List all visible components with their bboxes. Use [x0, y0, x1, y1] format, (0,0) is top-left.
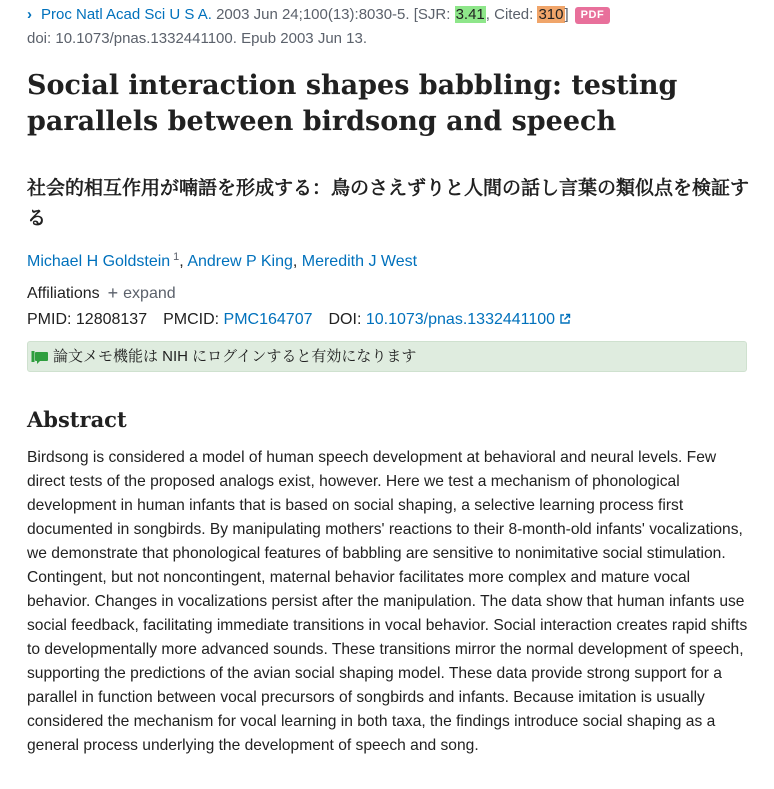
pdf-button[interactable]: PDF: [575, 7, 611, 24]
expand-label[interactable]: expand: [123, 285, 176, 302]
notice-text: 論文メモ機能は NIH にログインすると有効になります: [53, 348, 417, 365]
author-link[interactable]: Michael H Goldstein: [27, 253, 171, 270]
doi-link[interactable]: 10.1073/pnas.1332441100: [365, 311, 556, 328]
identifiers-line: [27, 310, 571, 330]
pmcid-link[interactable]: PMC164707: [223, 311, 313, 328]
journal-link[interactable]: Proc Natl Acad Sci U S A.: [41, 6, 212, 23]
chevron-right-icon[interactable]: ›: [27, 6, 32, 23]
pmid-label: PMID:: [27, 311, 72, 328]
abstract-text: Birdsong is considered a model of human speech development at behavioral and neural levels. Few direct tests of the proposed analogs exist, however. Here we test a mechanism of phonological development in human infants that is based on social shaping, a selective learning process first documented in songbirds. By manipulating mothers' reactions to their 8-month-old infants' vocalizations, we demonstrate that phonological features of babbling are sensitive to nonimitative social stimulation. Contingent, but not noncontingent, maternal behavior facilitates more complex and mature vocal behavior. Changes in vocalizations persist after the manipulation. The data show that human infants use social feedback, facilitating immediate transitions in vocal behavior. Social interaction creates rapid shifts to developmentally more advanced sounds. These transitions mirror the normal development of speech, supporting the predictions of the avian social shaping model. These data provide strong support for a parallel in function between vocal precursors of songbirds and infants. Because imitation is usually considered the mechanism for vocal learning in both taxa, the findings introduce social shaping as a general process underlying the development of speech and song.: [27, 449, 748, 754]
pmid-value: 12808137: [75, 311, 148, 328]
article-title: Social interaction shapes babbling: testing parallels between birdsong and speech: [27, 70, 678, 137]
comment-note-icon: [31, 350, 49, 365]
external-link-icon[interactable]: [559, 313, 571, 325]
article-title-japanese: 社会的相互作用が喃語を形成する：鳥のさえずりと人間の話し言葉の類似点を検証する: [27, 177, 750, 229]
citation-line: [27, 5, 610, 25]
abstract-heading: Abstract: [27, 407, 127, 432]
sjr-value: 3.41: [455, 6, 485, 23]
doi-epub-line: doi: 10.1073/pnas.1332441100. Epub 2003 Jun 13.: [27, 30, 368, 47]
author-link[interactable]: Andrew P King: [187, 253, 293, 270]
doi-label: DOI:: [328, 311, 362, 328]
author-separator: ,: [179, 253, 188, 270]
cited-value: 310: [538, 6, 564, 23]
affiliations-label: Affiliations: [27, 285, 100, 302]
sjr-label: [SJR:: [413, 6, 455, 23]
citation-close-bracket: ]: [564, 6, 569, 23]
cited-label: , Cited:: [485, 6, 538, 23]
plus-icon[interactable]: +: [107, 283, 119, 303]
citation-date-volume: 2003 Jun 24;100(13):8030-5.: [216, 6, 410, 23]
author-separator: ,: [292, 253, 302, 270]
memo-login-notice: [27, 341, 747, 372]
affiliations-toggle[interactable]: [27, 283, 176, 304]
author-link[interactable]: Meredith J West: [301, 253, 418, 270]
author-list: [27, 246, 417, 273]
author-affiliation-sup[interactable]: 1: [173, 251, 180, 263]
pmcid-label: PMCID:: [163, 311, 220, 328]
